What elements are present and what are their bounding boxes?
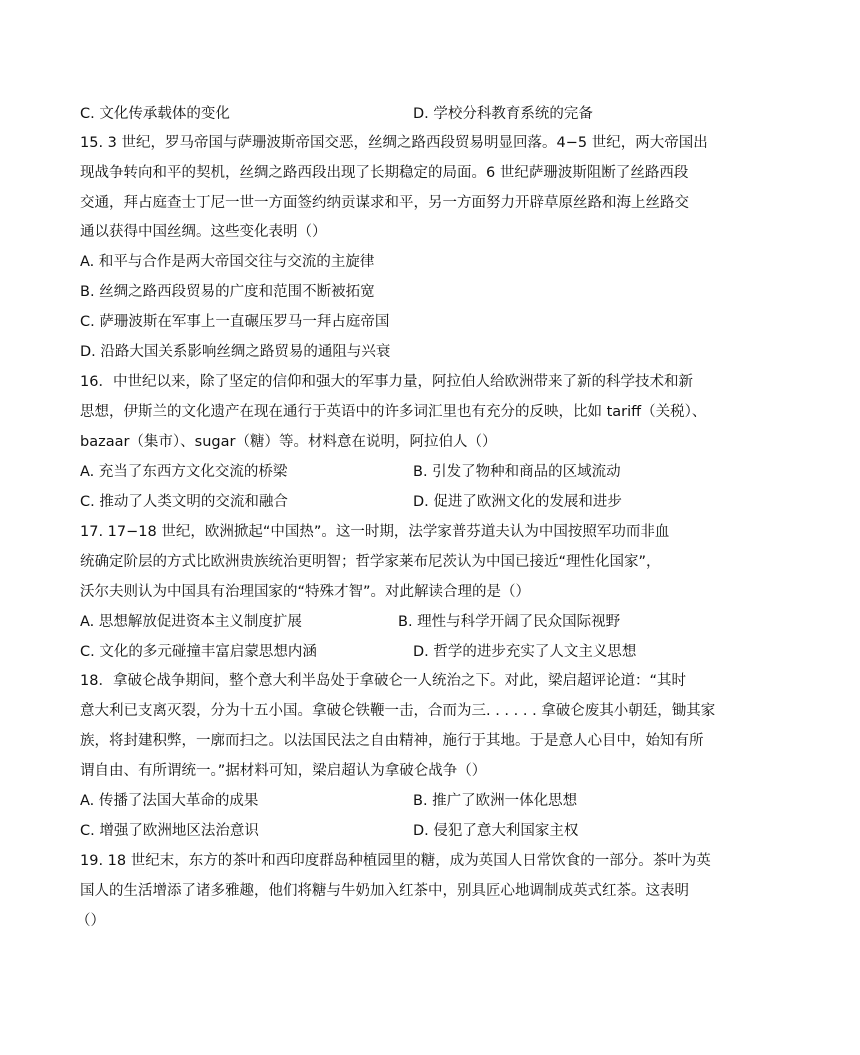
q19-stem-line: 19. 18 世纪末，东方的茶叶和西印度群岛种植园里的糖，成为英国人日常饮食的一部分。茶叶为英 xyxy=(80,853,711,869)
q17-option-a: A. 思想解放促进资本主义制度扩展 xyxy=(80,614,302,630)
q15-stem-line: 15. 3 世纪，罗马帝国与萨珊波斯帝国交恶，丝绸之路西段贸易明显回落。4−5 世纪，两大帝国出 xyxy=(80,135,708,151)
q17-stem-line: 17. 17−18 世纪，欧洲掀起“中国热”。这一时期，法学家普芬道夫认为中国按照军功而非血 xyxy=(80,524,670,540)
q17-stem-line: 沃尔夫则认为中国具有治理国家的“特殊才智”。对此解读合理的是（） xyxy=(80,584,531,600)
q16-option-c: C. 推动了人类文明的交流和融合 xyxy=(80,494,288,510)
q18-option-c: C. 增强了欧洲地区法治意识 xyxy=(80,823,259,839)
q18-stem-line: 族，将封建积弊，一廓而扫之。以法国民法之自由精神，施行于其地。于是意人心目中，始知有所 xyxy=(80,733,704,749)
q18-option-a: A. 传播了法国大革命的成果 xyxy=(80,793,259,809)
q16-option-d: D. 促进了欧洲文化的发展和进步 xyxy=(413,494,622,510)
q18-option-b: B. 推广了欧洲一体化思想 xyxy=(413,793,578,809)
q15-option-c: C. 萨珊波斯在军事上一直碾压罗马一拜占庭帝国 xyxy=(80,314,390,330)
q14-option-c: C. 文化传承载体的变化 xyxy=(80,106,230,122)
q18-stem-line: 意大利已支离灭裂，分为十五小国。拿破仑铁鞭一击，合而为三. . . . . . 拿破仑废其小朝廷，锄其家 xyxy=(80,703,716,719)
q14-option-d: D. 学校分科教育系统的完备 xyxy=(413,106,593,122)
q15-option-d: D. 沿路大国关系影响丝绸之路贸易的通阻与兴衰 xyxy=(80,344,391,360)
q17-option-d: D. 哲学的进步充实了人文主义思想 xyxy=(413,644,637,660)
q18-option-d: D. 侵犯了意大利国家主权 xyxy=(413,823,579,839)
q18-stem-line: 谓自由、有所谓统一。”据材料可知，梁启超认为拿破仑战争（） xyxy=(80,763,487,779)
q16-option-a: A. 充当了东西方文化交流的桥梁 xyxy=(80,464,288,480)
q17-stem-line: 统确定阶层的方式比欧洲贵族统治更明智；哲学家莱布尼茨认为中国已接近“理性化国家”， xyxy=(80,554,661,570)
q16-stem-line: 16．中世纪以来，除了坚定的信仰和强大的军事力量，阿拉伯人给欧洲带来了新的科学技术和新 xyxy=(80,374,693,390)
q15-stem-line: 通以获得中国丝绸。这些变化表明（） xyxy=(80,224,327,240)
q15-stem-line: 现战争转向和平的契机，丝绸之路西段出现了长期稳定的局面。6 世纪萨珊波斯阻断了丝路西段 xyxy=(80,165,689,181)
q19-stem-line: （） xyxy=(76,913,105,929)
q16-stem-line: bazaar（集市）、sugar（糖）等。材料意在说明，阿拉伯人（） xyxy=(80,434,497,450)
q17-option-c: C. 文化的多元碰撞丰富启蒙思想内涵 xyxy=(80,644,317,660)
q15-stem-line: 交通，拜占庭查士丁尼一世一方面签约纳贡谋求和平，另一方面努力开辟草原丝路和海上丝路交 xyxy=(80,195,689,211)
q15-option-b: B. 丝绸之路西段贸易的广度和范围不断被拓宽 xyxy=(80,284,375,300)
q16-option-b: B. 引发了物种和商品的区域流动 xyxy=(413,464,621,480)
q18-stem-line: 18．拿破仑战争期间，整个意大利半岛处于拿破仑一人统治之下。对此，梁启超评论道：“其时 xyxy=(80,673,686,689)
q15-option-a: A. 和平与合作是两大帝国交往与交流的主旋律 xyxy=(80,254,375,270)
q19-stem-line: 国人的生活增添了诸多雅趣，他们将糖与牛奶加入红茶中，别具匠心地调制成英式红茶。这表明 xyxy=(80,883,689,899)
q16-stem-line: 思想，伊斯兰的文化遗产在现在通行于英语中的许多词汇里也有充分的反映，比如 tariff（关税）、 xyxy=(80,404,707,420)
q17-option-b: B. 理性与科学开阔了民众国际视野 xyxy=(398,614,621,630)
